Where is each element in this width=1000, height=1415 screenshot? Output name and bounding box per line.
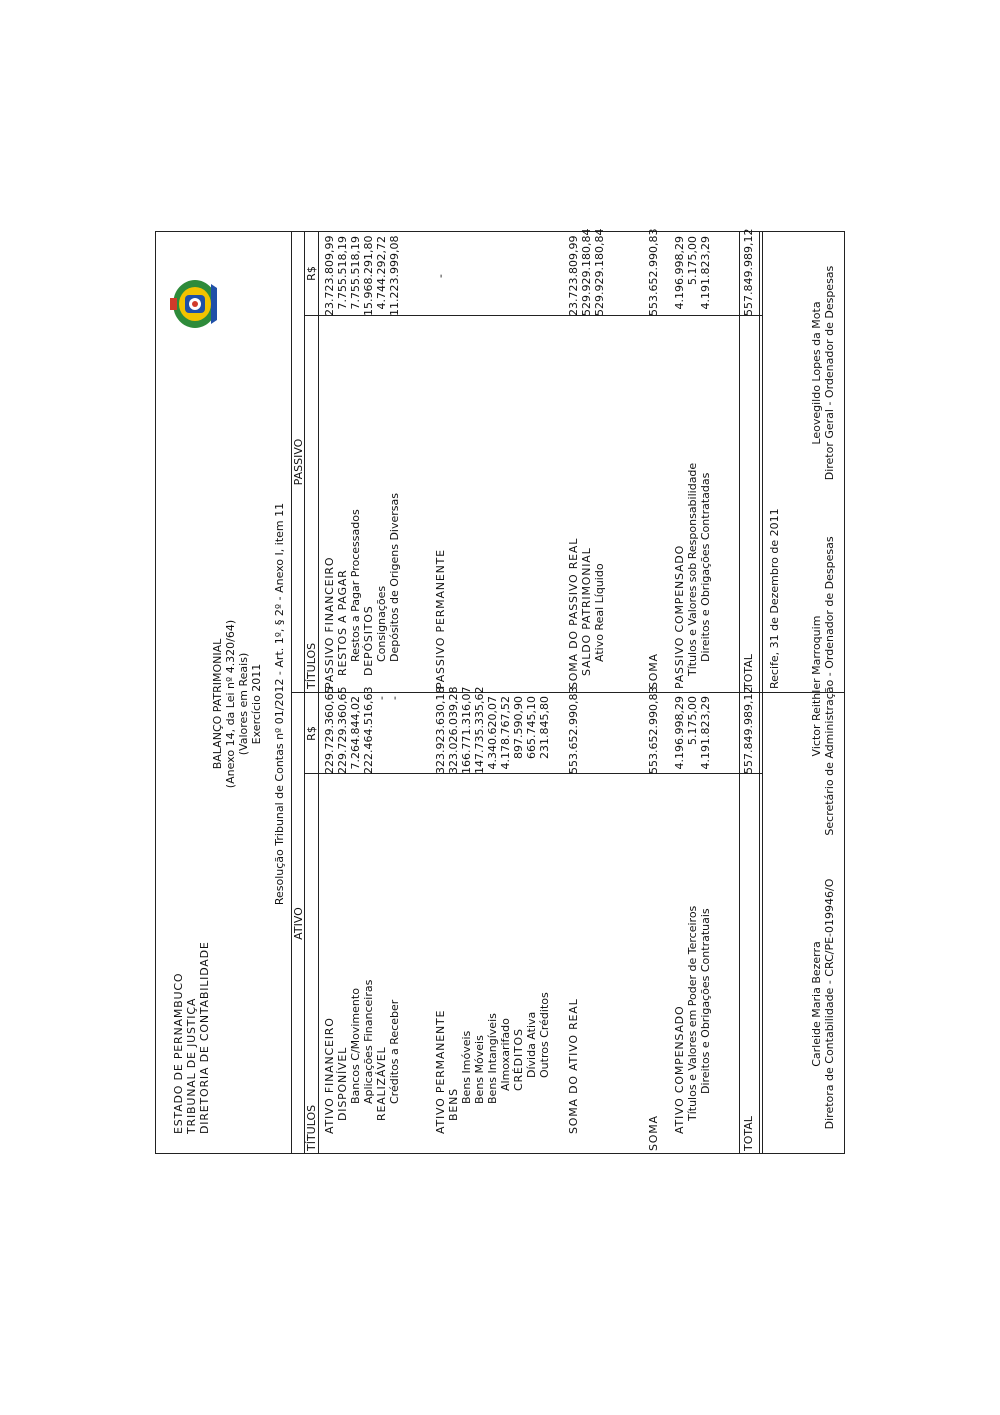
signature-role: Diretora de Contabilidade - CRC/PE-019946/O [823,878,836,1130]
ativo-value: 323.923.630,18 [434,686,447,774]
ativo-value: - [375,696,388,700]
doc-exercise: Exercício 2011 [250,663,263,745]
ativo-label: CRÉDITOS [512,1028,525,1091]
signature-name: Carleide Maria Bezerra [810,941,823,1067]
passivo-label: Títulos e Valores sob Responsabilidade [686,462,699,676]
ativo-label: Almoxarifado [499,1018,512,1091]
ativo-value: - [388,696,401,700]
ativo-value: 229.729.360,65 [323,686,336,774]
passivo-titles-header: TÍTULOS [305,642,318,689]
passivo-value: 11.223.999,08 [388,235,401,316]
ativo-value: 4.196.998,29 [673,696,686,770]
passivo-section-header: PASSIVO [292,438,305,486]
passivo-value: - [434,274,447,278]
ativo-value: 231.845,80 [538,696,551,759]
passivo-label: SOMA DO PASSIVO REAL [567,537,580,689]
ativo-label: ATIVO PERMANENTE [434,1009,447,1134]
passivo-label: RESTOS A PAGAR [336,569,349,676]
ativo-value: 665.745,10 [525,696,538,759]
signature-name: Victor Reithler Marroquim [810,615,823,757]
passivo-label: DEPÓSITOS [362,605,375,676]
ativo-label: Dívida Ativa [525,1011,538,1078]
ativo-value: 147.735.335,62 [473,686,486,774]
passivo-value: 5.175,00 [686,236,699,285]
passivo-value: 529.929.180,84 [580,228,593,316]
passivo-label: Depósitos de Origens Diversas [388,493,401,662]
ativo-value: 4.340.620,07 [486,696,499,770]
passivo-total-label: TOTAL [742,654,755,689]
passivo-value: 7.755.518,19 [349,236,362,310]
passivo-label: SALDO PATRIMONIAL [580,547,593,676]
passivo-label: Restos a Pagar Processados [349,509,362,662]
passivo-value-header: R$ [305,266,318,281]
ativo-label: Aplicações Financeiras [362,979,375,1104]
ativo-label: SOMA [647,1115,660,1151]
doc-units: (Valores em Reais) [237,652,250,756]
balance-sheet-page [155,228,845,1154]
header-state: ESTADO DE PERNAMBUCO [172,972,185,1134]
place-date: Recife, 31 de Dezembro de 2011 [768,508,781,689]
ativo-titles-header: TÍTULOS [305,1104,318,1151]
passivo-label: Direitos e Obrigações Contratadas [699,472,712,662]
ativo-value: 553.652.990,83 [647,686,660,774]
ativo-label: BENS [447,1088,460,1121]
ativo-label: Outros Créditos [538,992,551,1078]
passivo-label: PASSIVO COMPENSADO [673,544,686,689]
signature-role: Secretário de Administração - Ordenador de Despesas [823,536,836,836]
ativo-label: Créditos a Receber [388,999,401,1104]
header-court: TRIBUNAL DE JUSTIÇA [185,997,198,1134]
doc-title: BALANÇO PATRIMONIAL [211,638,224,770]
ativo-value-header: R$ [305,726,318,741]
ativo-label: DISPONÍVEL [336,1046,349,1121]
ativo-value: 4.191.823,29 [699,696,712,770]
passivo-value: 15.968.291,80 [362,235,375,316]
doc-resolution: Resolução Tribunal de Contas nº 01/2012 - Art. 1º, § 2º - Anexo I, item 11 [273,502,286,906]
ativo-label: Bens Imóveis [460,1030,473,1104]
signature-name: Leovegildo Lopes da Mota [810,301,823,445]
passivo-value: 553.652.990,83 [647,228,660,316]
ativo-label: REALIZÁVEL [375,1046,388,1121]
passivo-label: Ativo Real Líquido [593,563,606,662]
signature-role: Diretor Geral - Ordenador de Despesas [823,265,836,481]
ativo-total-value: 557.849.989,12 [742,686,755,774]
ativo-value: 897.590,90 [512,696,525,759]
passivo-value: 4.744.292,72 [375,236,388,310]
ativo-label: ATIVO COMPENSADO [673,1005,686,1134]
passivo-label: PASSIVO FINANCEIRO [323,556,336,689]
ativo-label: Bens Intangíveis [486,1013,499,1104]
passivo-value: 4.191.823,29 [699,236,712,310]
ativo-label: Bens Móveis [473,1035,486,1104]
passivo-value: 23.723.809,99 [567,235,580,316]
coat-of-arms-icon [167,278,221,330]
passivo-value: 4.196.998,29 [673,236,686,310]
ativo-label: ATIVO FINANCEIRO [323,1017,336,1134]
ativo-value: 5.175,00 [686,696,699,745]
header-department: DIRETORIA DE CONTABILIDADE [198,941,211,1134]
passivo-label: SOMA [647,653,660,689]
ativo-total-label: TOTAL [742,1116,755,1151]
ativo-value: 166.771.316,07 [460,686,473,774]
doc-annex: (Anexo 14, da Lei nº 4.320/64) [224,619,237,789]
ativo-value: 7.264.844,02 [349,696,362,770]
ativo-value: 229.729.360,65 [336,686,349,774]
ativo-value: 553.652.990,83 [567,686,580,774]
ativo-value: 4.178.767,52 [499,696,512,770]
passivo-label: PASSIVO PERMANENTE [434,549,447,689]
passivo-total-value: 557.849.989,12 [742,228,755,316]
ativo-section-header: ATIVO [292,907,305,940]
passivo-label: Consignações [375,585,388,662]
ativo-label: Bancos C/Movimento [349,988,362,1104]
ativo-label: Títulos e Valores em Poder de Terceiros [686,905,699,1121]
ativo-value: 222.464.516,63 [362,686,375,774]
passivo-value: 23.723.809,99 [323,235,336,316]
ativo-value: 323.026.039,28 [447,686,460,774]
ativo-label: Direitos e Obrigações Contratuais [699,908,712,1094]
passivo-value: 529.929.180,84 [593,228,606,316]
passivo-value: 7.755.518,19 [336,236,349,310]
ativo-label: SOMA DO ATIVO REAL [567,998,580,1134]
